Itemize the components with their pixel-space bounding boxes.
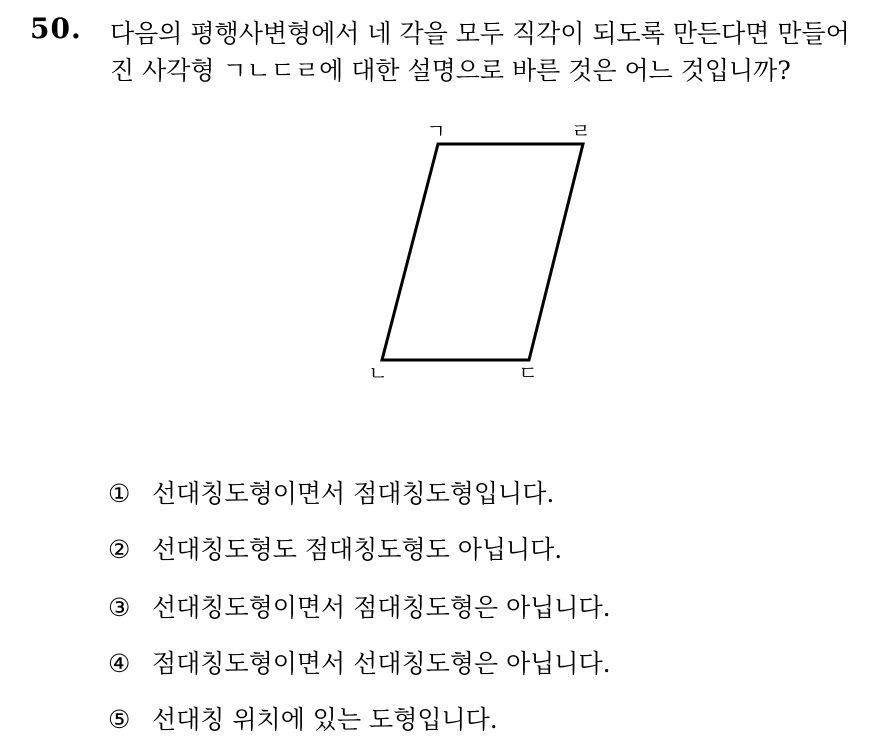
choice-text: 선대칭도형이면서 점대칭도형입니다.	[152, 479, 555, 508]
vertex-label-bottom-left: ㄴ	[368, 361, 388, 385]
choice-marker: ②	[108, 535, 131, 564]
vertex-label-top-left: ㄱ	[426, 119, 446, 143]
choice-4[interactable]	[108, 644, 611, 680]
choice-text: 선대칭도형이면서 점대칭도형은 아닙니다.	[152, 593, 611, 622]
question-text-line-2: 진 사각형 ㄱㄴㄷㄹ에 대한 설명으로 바른 것은 어느 것입니까?	[110, 56, 791, 85]
vertex-label-top-right: ㄹ	[571, 119, 591, 143]
choice-1[interactable]	[108, 474, 554, 510]
choice-marker: ④	[108, 649, 131, 678]
choice-2[interactable]	[108, 530, 562, 566]
choice-text: 점대칭도형이면서 선대칭도형은 아닙니다.	[152, 649, 611, 678]
question-text-line-1: 다음의 평행사변형에서 네 각을 모두 직각이 되도록 만든다면 만들어	[110, 19, 850, 48]
parallelogram-shape	[382, 144, 583, 360]
choice-marker: ⑤	[108, 705, 131, 734]
choice-text: 선대칭 위치에 있는 도형입니다.	[152, 705, 498, 734]
choice-text: 선대칭도형도 점대칭도형도 아닙니다.	[152, 535, 563, 564]
choice-marker: ③	[108, 593, 131, 622]
choice-3[interactable]	[108, 588, 611, 624]
vertex-label-bottom-right: ㄷ	[518, 361, 538, 385]
choice-5[interactable]	[108, 700, 498, 736]
question-number: 50.	[30, 12, 82, 45]
choice-marker: ①	[108, 479, 131, 508]
